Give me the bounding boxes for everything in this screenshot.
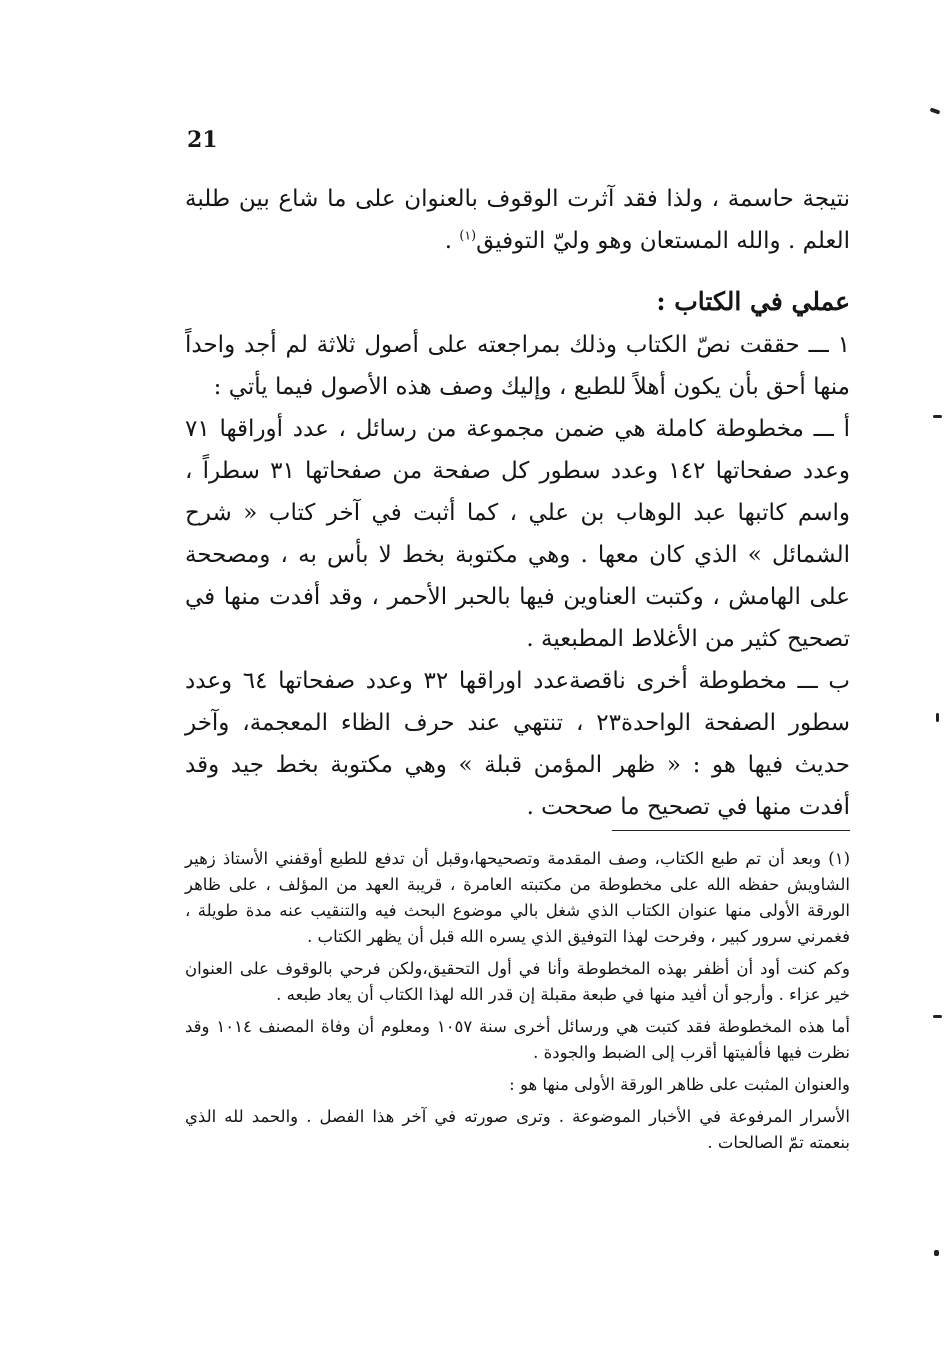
- footnote-5: الأسرار المرفوعة في الأخبار الموضوعة . وترى صورته في آخر هذا الفصل . والحمد لله الذي بنعمته تمّ الصالحات .: [185, 1107, 850, 1152]
- paragraph-2: أ ـــ مخطوطة كاملة هي ضمن مجموعة من رسائل ، عدد أوراقها ٧١ وعدد صفحاتها ١٤٢ وعدد سطور كل صفحة من صفحاتها ٣١ سطراً ، واسم كاتبها عبد الوهاب بن علي ، كما أثبت في آخر كتاب « شرح الشمائل » الذي كان معها . وهي مكتوبة بخط لا بأس به ، ومصححة على الهامش ، وكتبت العناوين فيها بالحبر الأحمر ، وقد أفدت منها في تصحيح كثير من الأغلاط المطبعية .: [185, 416, 850, 652]
- footnote-divider: [612, 830, 850, 831]
- scan-edge-mark: [933, 415, 942, 418]
- paragraph-1: ١ ـــ حققت نصّ الكتاب وذلك بمراجعته على أصول ثلاثة لم أجد واحداً منها أحق بأن يكون أهلاً للطبع ، وإليك وصف هذه الأصول فيما يأتي :: [185, 332, 850, 400]
- footnote-reference: (١): [459, 227, 477, 243]
- footnotes: [185, 846, 850, 1156]
- scan-edge-mark: [933, 1015, 942, 1018]
- paragraph-3: ب ـــ مخطوطة أخرى ناقصةعدد اوراقها ٣٢ وعدد صفحاتها ٦٤ وعدد سطور الصفحة الواحدة٢٣ ، تنتهي عند حرف الظاء المعجمة، وآخر حديث فيها هو : « ظهر المؤمن قبلة » وهي مكتوبة بخط جيد وقد أفدت منها في تصحيح ما صححت .: [185, 668, 851, 820]
- footnote-4: والعنوان المثبت على ظاهر الورقة الأولى منها هو :: [509, 1075, 850, 1094]
- scan-edge-mark: [936, 713, 939, 722]
- footnote-1: (١) وبعد أن تم طبع الكتاب، وصف المقدمة وتصحيحها،وقبل أن تدفع للطبع أوقفني الأستاذ زهير الشاويش حفظه الله على مخطوطة من مكتبته العامرة ، قريبة العهد من المؤلف ، على ظاهر الورقة الأولى منها عنوان الكتاب الذي شغل بالي موضوع البحث فيه والتنقيب عنه مدة طويلة ، فغمرني سرور كبير ، وفرحت لهذا التوفيق الذي يسره الله قبل أن يظهر الكتاب .: [185, 849, 850, 946]
- page-number: 21: [187, 127, 218, 153]
- main-text: [185, 178, 850, 828]
- intro-text: نتيجة حاسمة ، ولذا فقد آثرت الوقوف بالعنوان على ما شاع بين طلبة العلم . والله المستعان وهو وليّ التوفيق: [185, 186, 850, 254]
- scan-edge-mark: [934, 1250, 939, 1256]
- section-heading: عملي في الكتاب :: [656, 287, 850, 316]
- footnote-3: أما هذه المخطوطة فقد كتبت هي ورسائل أخرى سنة ١٠٥٧ ومعلوم أن وفاة المصنف ١٠١٤ وقد نظرت فيها فألفيتها أقرب إلى الضبط والجودة .: [185, 1017, 850, 1062]
- scan-edge-mark: [930, 107, 941, 114]
- intro-paragraph: [185, 178, 850, 262]
- footnote-2: وكم كنت أود أن أظفر بهذه المخطوطة وأنا في أول التحقيق،ولكن فرحي بالوقوف على العنوان خير عزاء . وأرجو أن أفيد منها في طبعة مقبلة إن قدر الله لهذا الكتاب أن يعاد طبعه .: [185, 959, 850, 1004]
- intro-tail: .: [444, 228, 460, 254]
